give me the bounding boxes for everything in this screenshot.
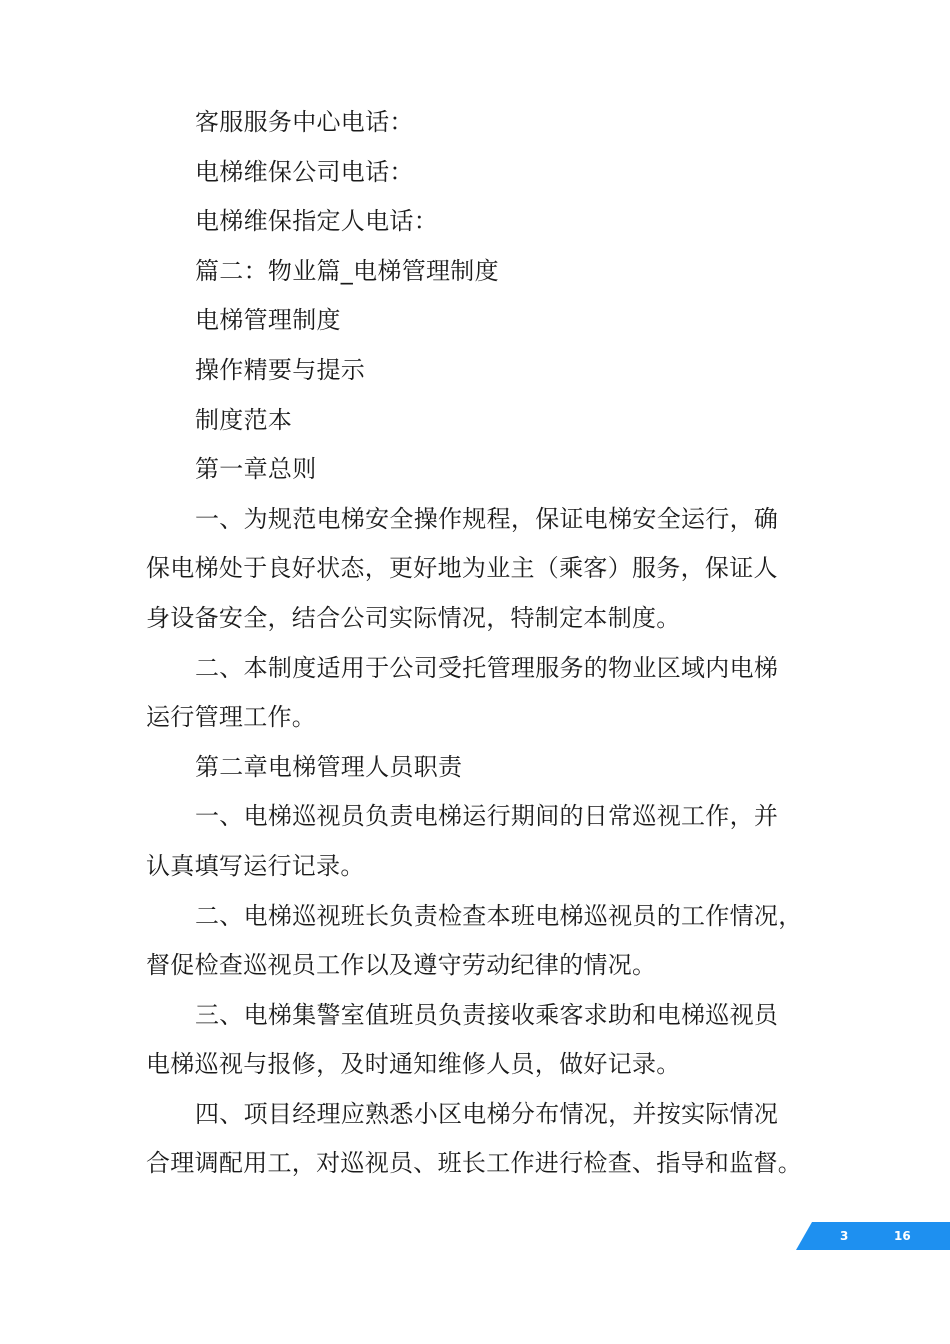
paragraph-line: 运行管理工作。 [146, 703, 317, 732]
chapter-heading: 第一章总则 [195, 455, 317, 484]
paragraph-line: 电梯巡视与报修，及时通知维修人员，做好记录。 [146, 1050, 681, 1079]
paragraph-line: 保电梯处于良好状态，更好地为业主（乘客）服务，保证人 [146, 554, 778, 583]
current-page-number: 3 [840, 1229, 849, 1243]
paragraph-line: 电梯维保指定人电话： [195, 207, 438, 236]
paragraph-line: 二、电梯巡视班长负责检查本班电梯巡视员的工作情况， [195, 901, 803, 930]
paragraph-line: 四、项目经理应熟悉小区电梯分布情况，并按实际情况 [195, 1099, 779, 1128]
paragraph-line: 二、本制度适用于公司受托管理服务的物业区域内电梯 [195, 653, 779, 682]
paragraph-line: 合理调配用工，对巡视员、班长工作进行检查、指导和监督。 [146, 1149, 803, 1178]
paragraph-line: 身设备安全，结合公司实际情况，特制定本制度。 [146, 603, 681, 632]
section-heading: 篇二：物业篇_电梯管理制度 [195, 256, 499, 285]
document-body [146, 98, 816, 1189]
paragraph-line: 一、为规范电梯安全操作规程，保证电梯安全运行，确 [195, 504, 779, 533]
page-number-badge [796, 1222, 950, 1250]
chapter-heading: 第二章电梯管理人员职责 [195, 752, 463, 781]
paragraph-line: 三、电梯集警室值班员负责接收乘客求助和电梯巡视员 [195, 1000, 779, 1029]
paragraph-line: 认真填写运行记录。 [146, 851, 365, 880]
paragraph-line: 督促检查巡视员工作以及遵守劳动纪律的情况。 [146, 951, 657, 980]
paragraph-line: 一、电梯巡视员负责电梯运行期间的日常巡视工作，并 [195, 802, 779, 831]
paragraph-line: 制度范本 [195, 405, 293, 434]
document-title: 电梯管理制度 [195, 306, 341, 335]
paragraph-line: 客服服务中心电话： [195, 108, 414, 136]
total-pages: 16 [894, 1229, 911, 1243]
paragraph-line: 电梯维保公司电话： [195, 157, 414, 186]
page-badge-shape [796, 1222, 950, 1250]
paragraph-line: 操作精要与提示 [195, 355, 366, 384]
